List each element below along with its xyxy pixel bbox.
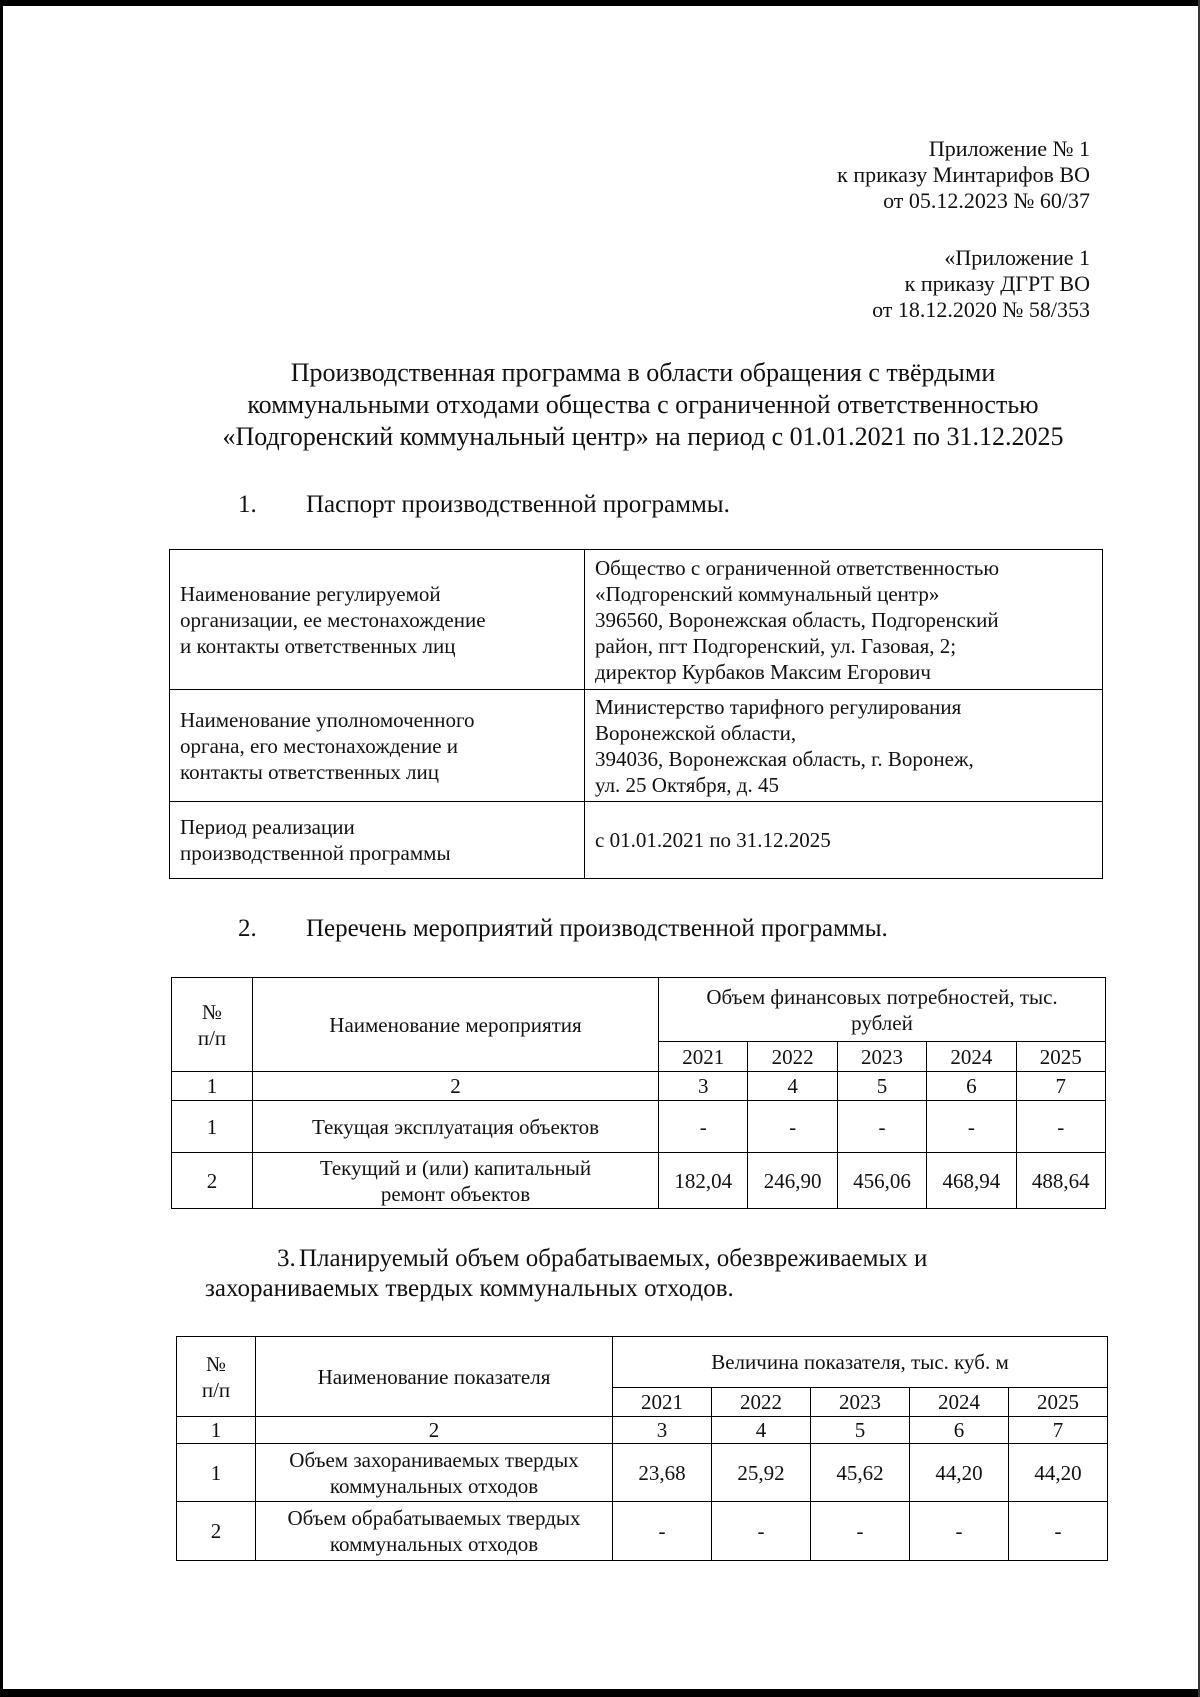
value-cell: 45,62 bbox=[810, 1444, 909, 1502]
title-line-3: «Подгоренский коммунальный центр» на период с 01.01.2021 по 31.12.2025 bbox=[222, 422, 1064, 451]
waste-volume-table bbox=[176, 1336, 1108, 1561]
passport-label-cell bbox=[170, 802, 585, 879]
passport-value-line: 394036, Воронежская область, г. Воронеж, bbox=[595, 746, 974, 771]
row-num-cell: 1 bbox=[172, 1101, 253, 1153]
passport-label-line: Наименование уполномоченного bbox=[180, 707, 475, 732]
value-cell: 468,94 bbox=[927, 1153, 1016, 1209]
section-2-heading bbox=[238, 914, 888, 944]
passport-value-cell bbox=[585, 690, 1103, 802]
year-header: 2021 bbox=[613, 1388, 712, 1417]
passport-value-line: Министерство тарифного регулирования bbox=[595, 694, 962, 719]
table-row bbox=[172, 1101, 1106, 1153]
appendix-line-2: к приказу Минтарифов ВО bbox=[837, 162, 1090, 187]
passport-value-line: с 01.01.2021 по 31.12.2025 bbox=[595, 828, 831, 852]
value-cell: 246,90 bbox=[748, 1153, 837, 1209]
col-num-header: № п/п bbox=[172, 978, 253, 1072]
section-1-number: 1. bbox=[238, 491, 257, 518]
passport-label-line: Наименование регулируемой bbox=[180, 581, 441, 606]
passport-value-cell bbox=[585, 802, 1103, 879]
row-name-cell: Текущий и (или) капитальный ремонт объектов bbox=[253, 1153, 659, 1209]
document-title bbox=[123, 357, 1163, 453]
value-cell: 44,20 bbox=[909, 1444, 1008, 1502]
value-cell: - bbox=[613, 1502, 712, 1561]
passport-value-line: Воронежской области, bbox=[595, 720, 797, 745]
row-name-cell: Объем захораниваемых твердых коммунальных отходов bbox=[256, 1444, 613, 1502]
row-num-cell: 2 bbox=[177, 1502, 256, 1561]
index-cell: 6 bbox=[909, 1417, 1008, 1444]
year-header: 2023 bbox=[837, 1042, 926, 1072]
row-num-cell: 2 bbox=[172, 1153, 253, 1209]
table-row bbox=[177, 1502, 1108, 1561]
original-appendix-header bbox=[872, 245, 1090, 323]
year-header: 2024 bbox=[909, 1388, 1008, 1417]
index-cell: 4 bbox=[748, 1072, 837, 1101]
passport-label-line: и контакты ответственных лиц bbox=[180, 633, 456, 658]
section-3-title-line-1: Планируемый объем обрабатываемых, обезвреживаемых и bbox=[299, 1245, 928, 1272]
index-cell: 1 bbox=[172, 1072, 253, 1101]
passport-label-line: контакты ответственных лиц bbox=[180, 759, 439, 784]
index-cell: 7 bbox=[1008, 1417, 1107, 1444]
passport-value-line: район, пгт Подгоренский, ул. Газовая, 2; bbox=[595, 633, 957, 658]
year-header: 2024 bbox=[927, 1042, 1016, 1072]
title-line-1: Производственная программа в области обращения с твёрдыми bbox=[290, 358, 996, 387]
col-group-header: Объем финансовых потребностей, тыс. рублей bbox=[659, 978, 1106, 1042]
table-index-row bbox=[172, 1072, 1106, 1101]
table-row bbox=[172, 1153, 1106, 1209]
year-header: 2022 bbox=[711, 1388, 810, 1417]
passport-label-cell bbox=[170, 550, 585, 690]
passport-label-cell bbox=[170, 690, 585, 802]
section-1-title: Паспорт производственной программы. bbox=[306, 491, 730, 518]
section-3-number: 3. bbox=[277, 1245, 296, 1272]
passport-value-line: 396560, Воронежская область, Подгоренский bbox=[595, 607, 999, 632]
table-row bbox=[170, 690, 1103, 802]
value-cell: 182,04 bbox=[659, 1153, 748, 1209]
year-header: 2023 bbox=[810, 1388, 909, 1417]
table-header-row bbox=[177, 1337, 1108, 1388]
value-cell: 25,92 bbox=[711, 1444, 810, 1502]
year-header: 2022 bbox=[748, 1042, 837, 1072]
year-header: 2025 bbox=[1008, 1388, 1107, 1417]
section-3-title-line-2: захораниваемых твердых коммунальных отходов. bbox=[205, 1275, 734, 1302]
orig-appendix-line-2: к приказу ДГРТ ВО bbox=[904, 271, 1090, 296]
appendix-header bbox=[837, 136, 1090, 214]
appendix-line-1: Приложение № 1 bbox=[928, 136, 1090, 161]
col-num-header: № п/п bbox=[177, 1337, 256, 1417]
value-cell: - bbox=[1008, 1502, 1107, 1561]
table-index-row bbox=[177, 1417, 1108, 1444]
passport-label-line: производственной программы bbox=[180, 841, 451, 865]
index-cell: 6 bbox=[927, 1072, 1016, 1101]
passport-value-line: «Подгоренский коммунальный центр» bbox=[595, 581, 940, 606]
value-cell: - bbox=[711, 1502, 810, 1561]
passport-table bbox=[169, 549, 1103, 879]
index-cell: 3 bbox=[659, 1072, 748, 1101]
row-num-cell: 1 bbox=[177, 1444, 256, 1502]
col-group-header: Величина показателя, тыс. куб. м bbox=[613, 1337, 1108, 1388]
row-name-cell: Текущая эксплуатация объектов bbox=[253, 1101, 659, 1153]
value-cell: 488,64 bbox=[1016, 1153, 1105, 1209]
passport-value-line: директор Курбаков Максим Егорович bbox=[595, 659, 931, 684]
index-cell: 2 bbox=[256, 1417, 613, 1444]
value-cell: - bbox=[837, 1101, 926, 1153]
index-cell: 2 bbox=[253, 1072, 659, 1101]
col-name-header: Наименование показателя bbox=[256, 1337, 613, 1417]
table-row bbox=[170, 550, 1103, 690]
value-cell: - bbox=[927, 1101, 1016, 1153]
activities-table bbox=[171, 977, 1106, 1209]
appendix-line-3: от 05.12.2023 № 60/37 bbox=[883, 188, 1090, 213]
value-cell: - bbox=[810, 1502, 909, 1561]
index-cell: 1 bbox=[177, 1417, 256, 1444]
passport-label-line: органа, его местонахождение и bbox=[180, 733, 459, 758]
table-row bbox=[177, 1444, 1108, 1502]
value-cell: 456,06 bbox=[837, 1153, 926, 1209]
orig-appendix-line-1: «Приложение 1 bbox=[944, 245, 1090, 270]
index-cell: 7 bbox=[1016, 1072, 1105, 1101]
passport-value-cell bbox=[585, 550, 1103, 690]
year-header: 2025 bbox=[1016, 1042, 1105, 1072]
section-2-number: 2. bbox=[238, 915, 257, 942]
value-cell: - bbox=[1016, 1101, 1105, 1153]
section-1-heading bbox=[238, 490, 730, 520]
passport-label-line: Период реализации bbox=[180, 815, 355, 839]
year-header: 2021 bbox=[659, 1042, 748, 1072]
index-cell: 3 bbox=[613, 1417, 712, 1444]
value-cell: - bbox=[909, 1502, 1008, 1561]
value-cell: 23,68 bbox=[613, 1444, 712, 1502]
title-line-2: коммунальными отходами общества с ограниченной ответственностью bbox=[247, 390, 1039, 419]
table-row bbox=[170, 802, 1103, 879]
value-cell: 44,20 bbox=[1008, 1444, 1107, 1502]
orig-appendix-line-3: от 18.12.2020 № 58/353 bbox=[872, 297, 1090, 322]
passport-label-line: организации, ее местонахождение bbox=[180, 607, 486, 632]
passport-value-line: Общество с ограниченной ответственностью bbox=[595, 555, 1000, 580]
table-header-row bbox=[172, 978, 1106, 1042]
row-name-cell: Объем обрабатываемых твердых коммунальных отходов bbox=[256, 1502, 613, 1561]
value-cell: - bbox=[659, 1101, 748, 1153]
index-cell: 5 bbox=[837, 1072, 926, 1101]
col-name-header: Наименование мероприятия bbox=[253, 978, 659, 1072]
section-2-title: Перечень мероприятий производственной программы. bbox=[306, 915, 888, 942]
index-cell: 5 bbox=[810, 1417, 909, 1444]
index-cell: 4 bbox=[711, 1417, 810, 1444]
passport-value-line: ул. 25 Октября, д. 45 bbox=[595, 772, 779, 797]
value-cell: - bbox=[748, 1101, 837, 1153]
section-3-heading bbox=[205, 1244, 1105, 1304]
